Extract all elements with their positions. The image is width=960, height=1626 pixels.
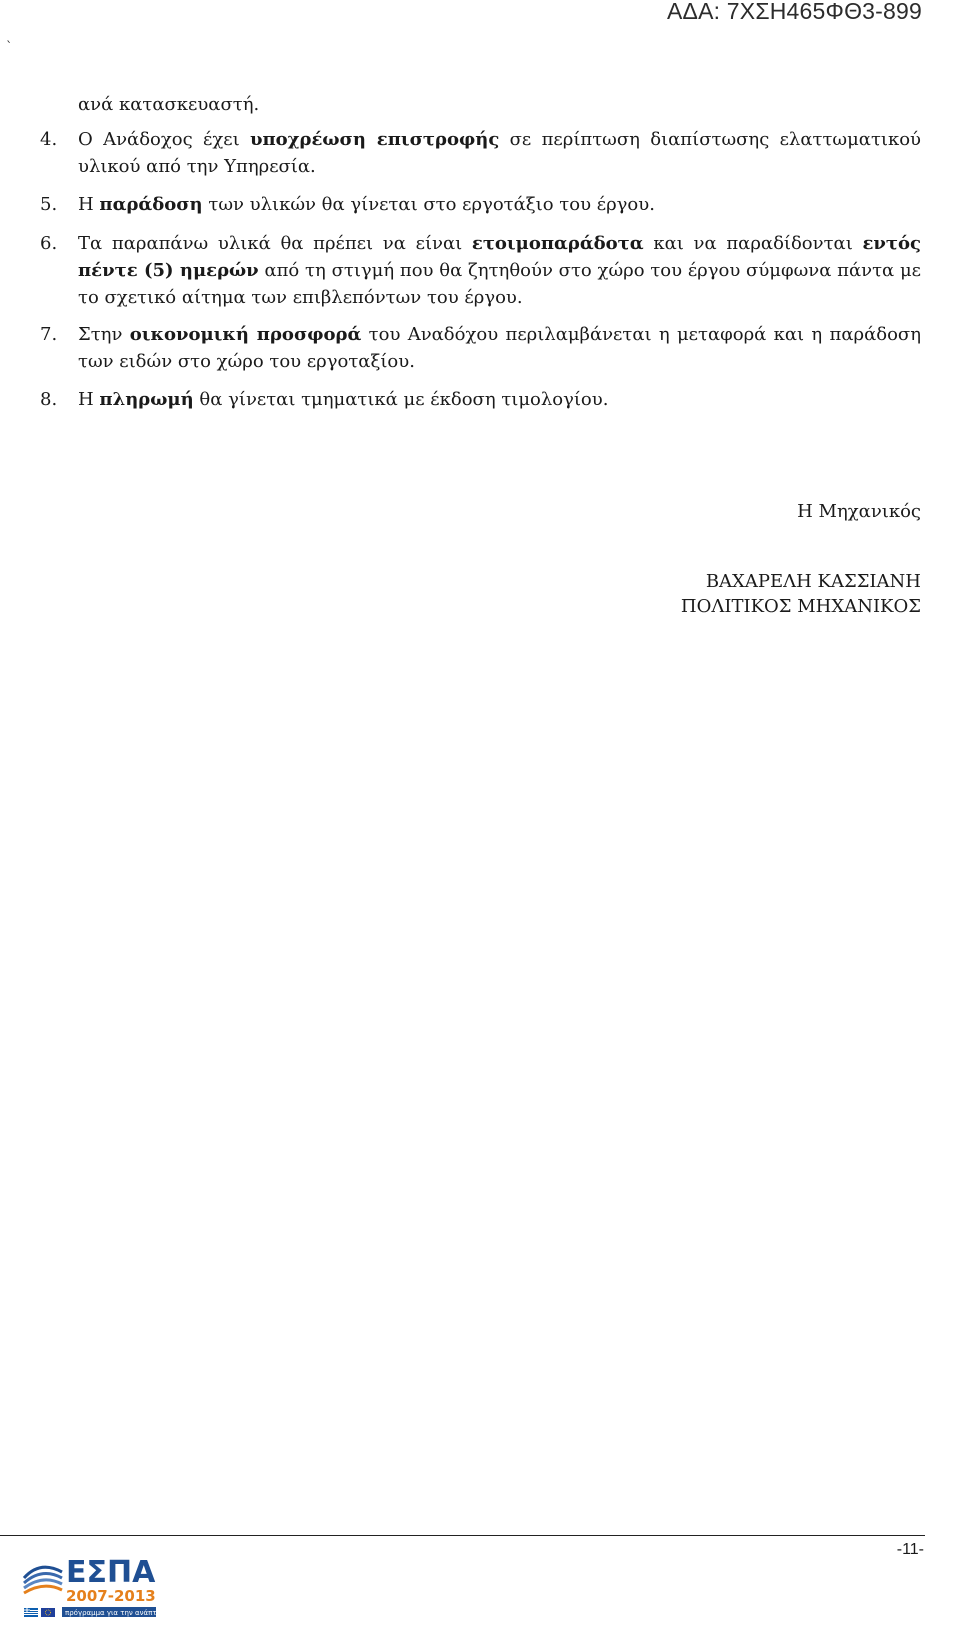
list-item-7 <box>40 321 921 375</box>
footer-divider <box>0 1535 925 1536</box>
signature-title: ΠΟΛΙΤΙΚΟΣ ΜΗΧΑΝΙΚΟΣ <box>680 596 921 617</box>
ada-identifier: ΑΔΑ: 7ΧΣΗ465ΦΘ3-899 <box>666 0 922 24</box>
item-number: 6. <box>40 233 58 254</box>
item-text: Τα παραπάνω υλικά θα πρέπει να είναι ετοιμοπαράδοτα και να παραδίδονται εντός πέντε (5) ημερών από τη στιγμή που θα ζητηθούν στο χώρο του έργου σύμφωνα πάντα με το σχετικό αίτημα των επιβλεπόντων του έργου. <box>78 233 921 308</box>
page-number: -11- <box>896 1541 924 1558</box>
stray-mark: ` <box>6 40 13 55</box>
continuation-text: ανά κατασκευαστή. <box>78 94 260 115</box>
item-text: Στην οικονομική προσφορά του Αναδόχου περιλαμβάνεται η μεταφορά και η παράδοση των ειδών στο χώρο του εργοταξίου. <box>78 324 921 372</box>
item-number: 4. <box>40 129 58 150</box>
list-item-8 <box>40 386 921 413</box>
eu-flag-icon <box>41 1608 55 1617</box>
espa-logo <box>22 1552 169 1618</box>
logo-slogan: πρόγραμμα για την ανάπτυξη <box>65 1609 169 1617</box>
item-number: 7. <box>40 324 58 345</box>
item-number: 8. <box>40 389 58 410</box>
list-item-6 <box>40 230 921 311</box>
item-text: Ο Ανάδοχος έχει υποχρέωση επιστροφής σε περίπτωση διαπίστωσης ελαττωματικού υλικού από την Υπηρεσία. <box>78 129 921 177</box>
logo-years: 2007-2013 <box>66 1587 156 1605</box>
item-number: 5. <box>40 194 58 215</box>
signature-role: Η Μηχανικός <box>797 501 921 522</box>
list-item-5 <box>40 191 921 218</box>
list-item-4 <box>40 126 921 180</box>
signature-name: ΒΑΧΑΡΕΛΗ ΚΑΣΣΙΑΝΗ <box>705 571 921 592</box>
logo-wordmark: ΕΣΠΑ <box>66 1555 156 1590</box>
espa-swoosh-icon <box>24 1567 62 1593</box>
item-text: Η πληρωμή θα γίνεται τμηματικά με έκδοση τιμολογίου. <box>78 389 609 410</box>
item-text: Η παράδοση των υλικών θα γίνεται στο εργοτάξιο του έργου. <box>78 194 655 215</box>
greek-flag-icon <box>24 1608 38 1617</box>
